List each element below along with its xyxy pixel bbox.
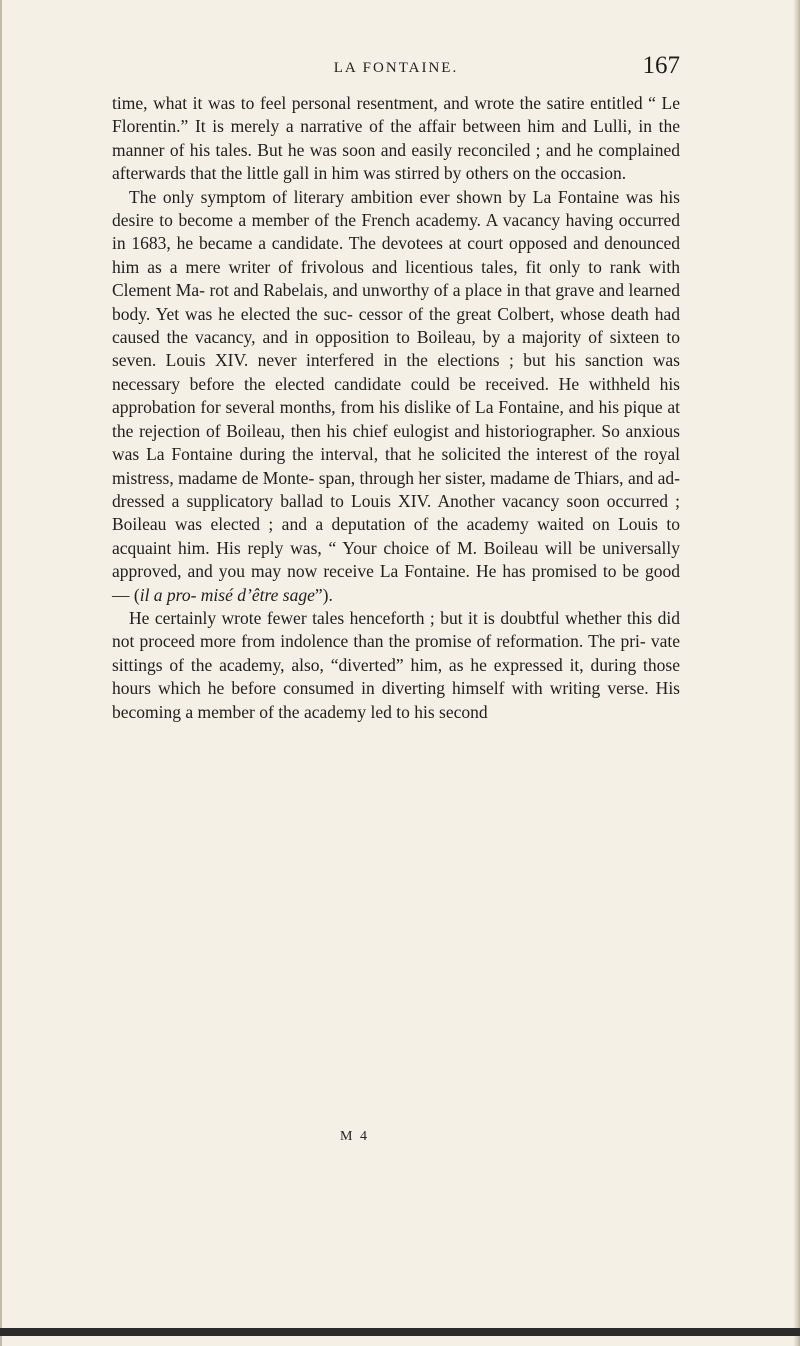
body-text xyxy=(112,92,680,724)
scan-bottom-band xyxy=(0,1328,800,1336)
signature-mark: M 4 xyxy=(340,1129,369,1144)
italic-quote: il a pro- misé d’être sage xyxy=(139,584,315,605)
page-left-edge xyxy=(0,0,2,1346)
paragraph-2-text: The only symptom of literary ambition ever shown by La Fontaine was his desire to become a member of the French academy. A vacancy having occurred in 1683, he became a candidate. The devotees at court opposed and denounced him as a mere writer of frivolous and licentious tales, fit only to rank with Clement Ma- rot and Rabelais, and unworthy of a place in that grave and learned body. Yet was he elected the suc- cessor of the great Colbert, whose death had caused the vacancy, and in opposition to Boileau, by a majority of sixteen to seven. Louis XIV. never interfered in the elections ; but his sanction was necessary before the elected candidate could be received. He withheld his approbation for several months, from his dislike of La Fontaine, and his pique at the rejection of Boileau, then his chief eulogist and historiographer. So anxious was La Fontaine during the interval, that he solicited the interest of the royal mistress, madame de Monte- span, through her sister, madame de Thiars, and ad- dressed a supplicatory ballad to Louis XIV. Another vacancy soon occurred ; Boileau was elected ; and a deputation of the academy waited on Louis to acquaint him. His reply was, “ Your choice of M. Boileau will be universally approved, and you may now receive La Fontaine. He has promised to be good — ( xyxy=(112,186,680,605)
paragraph-2 xyxy=(112,186,680,607)
page-header xyxy=(112,52,680,84)
paragraph-3: He certainly wrote fewer tales henceforth ; but it is doubtful whether this did not proceed more from indolence than the promise of reformation. The pri- vate sittings of the academy, also, “diverted” him, as he expressed it, during those hours which he before consumed in diverting himself with writing verse. His becoming a member of the academy led to his second xyxy=(112,607,680,722)
running-head: LA FONTAINE. xyxy=(333,60,459,76)
page-number: 167 xyxy=(642,52,680,79)
page-right-edge xyxy=(793,0,800,1346)
quote-close: ”). xyxy=(314,584,333,605)
paragraph-1: time, what it was to feel personal resentment, and wrote the satire entitled “ Le Florentin.” It is merely a narrative of the affair between him and Lulli, in the manner of his tales. But he was soon and easily reconciled ; and he complained afterwards that the little gall in him was stirred by others on the occasion. xyxy=(112,93,680,184)
